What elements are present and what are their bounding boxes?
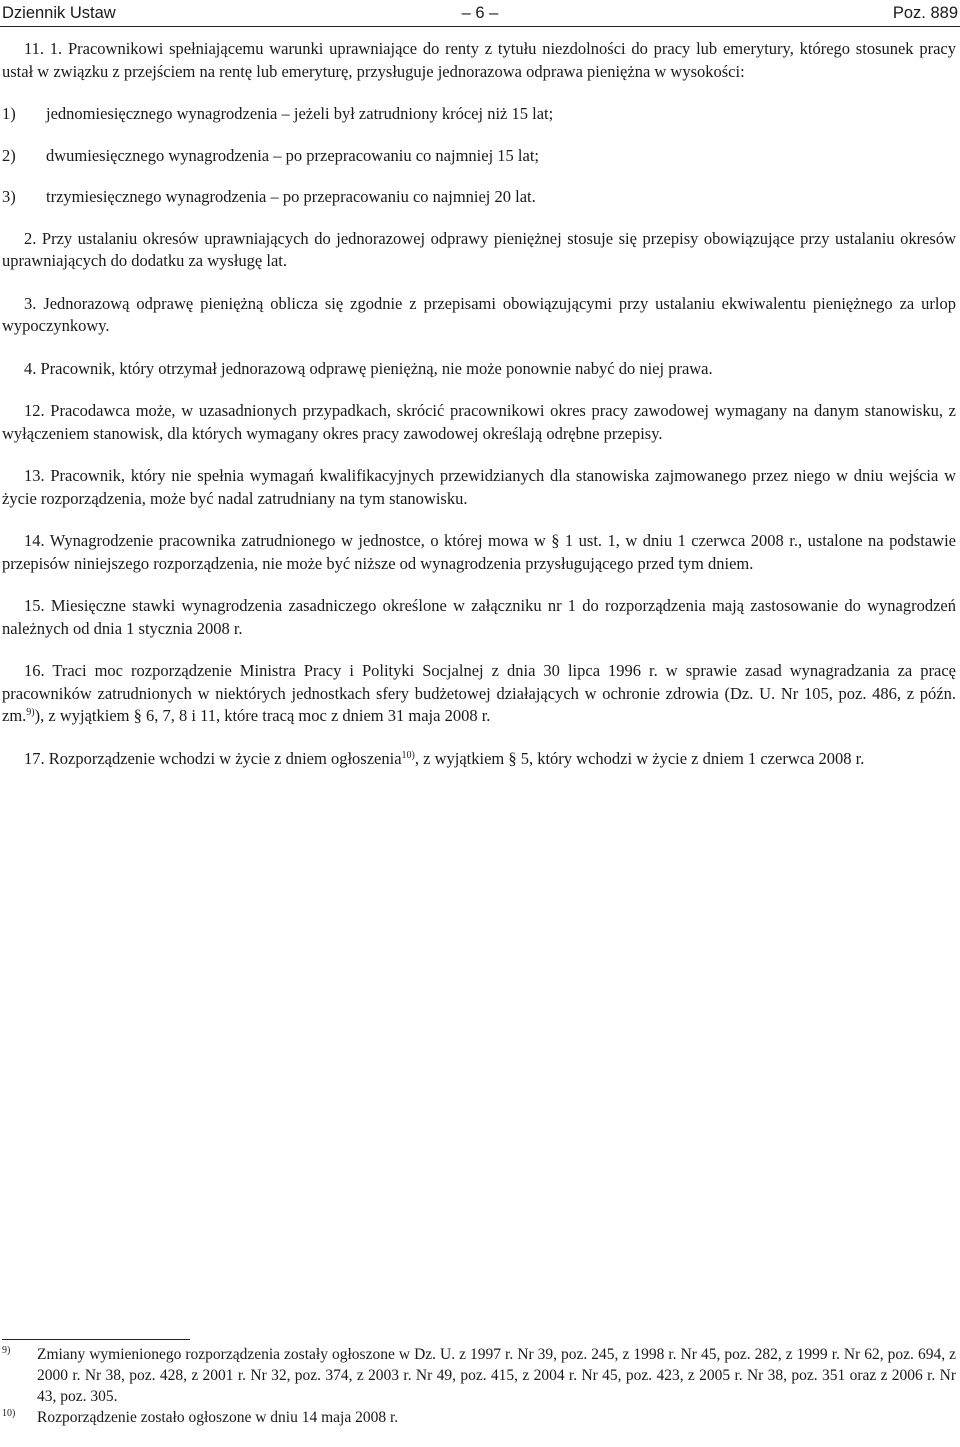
list-item <box>2 145 956 168</box>
footnote-mark: 10) <box>2 1408 16 1419</box>
footnote-separator <box>2 1339 190 1340</box>
paragraph-11-3: 3. Jednorazową odprawę pieniężną oblicza się zgodnie z przepisami obowiązującymi przy ustalaniu ekwiwalentu pieniężnego za urlop wypoczynkowy. <box>2 293 956 335</box>
paragraph-12: 12. Pracodawca może, w uzasadnionych przypadkach, skrócić pracownikowi okres pracy zawodowej wymagany na danym stanowisku, z wyłączeniem stanowisk, dla których wymagany okres pracy zawodowej określają odrębne przepisy. <box>2 401 956 443</box>
list-item-text: jednomiesięcznego wynagrodzenia – jeżeli był zatrudniony krócej niż 15 lat; <box>46 104 554 123</box>
paragraph-17-text-end: , z wyjątkiem § 5, który wchodzi w życie z dniem 1 czerwca 2008 r. <box>414 748 865 768</box>
footnote-text: Zmiany wymienionego rozporządzenia zostały ogłoszone w Dz. U. z 1997 r. Nr 39, poz. 245, z 1998 r. Nr 45, poz. 282, z 1999 r. Nr 62, poz. 694, z 2000 r. Nr 38, poz. 428, z 2001 r. Nr 32, poz. 374, z 2003 r. Nr 49, poz. 415, z 2004 r. Nr 45, poz. 423, z 2005 r. Nr 38, poz. 351 oraz z 2006 r. Nr 43, poz. 305. <box>37 1346 956 1405</box>
paragraph-11-4: 4. Pracownik, który otrzymał jednorazową odprawę pieniężną, nie może ponownie nabyć do niej prawa. <box>24 358 713 378</box>
paragraph-14: 14. Wynagrodzenie pracownika zatrudnionego w jednostce, o której mowa w § 1 ust. 1, w dniu 1 czerwca 2008 r., ustalone na podstawie przepisów niniejszego rozporządzenia, nie może być niższe od wynagrodzenia przysługującego przed tym dniem. <box>2 531 956 573</box>
list-item-number: 3) <box>2 187 16 206</box>
footnote <box>2 1344 956 1407</box>
paragraph-16-text-end: ), z wyjątkiem § 6, 7, 8 i 11, które tracą moc z dniem 31 maja 2008 r. <box>34 706 491 725</box>
list-item-number: 1) <box>2 104 16 123</box>
page-header <box>0 0 960 27</box>
paragraph-13: 13. Pracownik, który nie spełnia wymagań kwalifikacyjnych przewidzianych dla stanowiska zajmowanego przez niego w dniu wejścia w życie rozporządzenia, może być nadal zatrudniany na tym stanowisku. <box>2 466 956 508</box>
position-number: Poz. 889 <box>892 4 958 22</box>
paragraph-11-1: 11. 1. Pracownikowi spełniającemu warunki uprawniające do renty z tytułu niezdolności do pracy lub emerytury, którego stosunek pracy ustał w związku z przejściem na rentę lub emeryturę, przysługuje jednorazowa odprawa pieniężna w wysokości: <box>2 39 956 81</box>
paragraph-15: 15. Miesięczne stawki wynagrodzenia zasadniczego określone w załączniku nr 1 do rozporządzenia mają zastosowanie do wynagrodzeń należnych od dnia 1 stycznia 2008 r. <box>2 596 956 638</box>
list-item <box>2 186 956 209</box>
paragraph-16-text: 16. Traci moc rozporządzenie Ministra Pracy i Polityki Socjalnej z dnia 30 lipca 1996 r. w sprawie zasad wynagradzania za pracę pracowników zatrudnionych w niektórych jednostkach sfery budżetowej działających w ochronie zdrowia (Dz. U. Nr 105, poz. 486, z późn. zm. <box>2 661 956 725</box>
footnote-text: Rozporządzenie zostało ogłoszone w dniu 14 maja 2008 r. <box>37 1409 399 1426</box>
footnote-reference-9[interactable]: 9) <box>26 707 35 718</box>
page-number: – 6 – <box>461 4 499 22</box>
paragraph-17 <box>2 748 956 771</box>
footnote <box>2 1407 956 1428</box>
list-item <box>2 103 956 126</box>
paragraph-11-2: 2. Przy ustalaniu okresów uprawniających do jednorazowej odprawy pieniężnej stosuje się przepisy obowiązujące przy ustalaniu okresów uprawniających do dodatku za wysługę lat. <box>2 228 956 270</box>
list-item-number: 2) <box>2 145 16 165</box>
journal-title: Dziennik Ustaw <box>2 4 116 22</box>
list-item-text: dwumiesięcznego wynagrodzenia – po przepracowaniu co najmniej 15 lat; <box>46 145 539 165</box>
list-item-text: trzymiesięcznego wynagrodzenia – po przepracowaniu co najmniej 20 lat. <box>46 187 536 206</box>
footnotes <box>2 1344 956 1428</box>
paragraph-16 <box>2 660 956 728</box>
footnote-reference-10[interactable]: 10) <box>401 749 415 761</box>
footnote-mark: 9) <box>2 1345 11 1356</box>
paragraph-17-text: 17. Rozporządzenie wchodzi w życie z dniem ogłoszenia <box>24 748 402 768</box>
document-body <box>2 38 956 770</box>
